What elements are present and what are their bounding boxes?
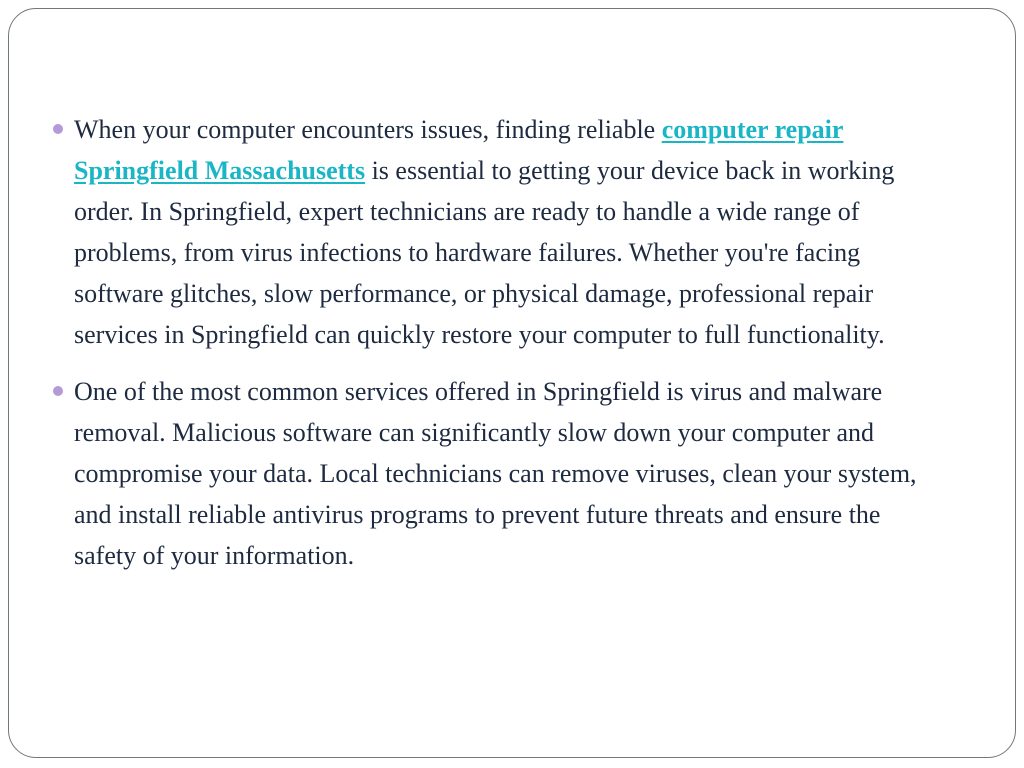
bullet-dot-icon <box>53 124 63 134</box>
slide-content <box>53 109 933 576</box>
bullet-item-1 <box>53 109 933 355</box>
bullet-dot-icon <box>53 386 63 396</box>
bullet-1-text-before-link: When your computer encounters issues, finding reliable <box>74 115 662 144</box>
computer-repair-link[interactable]: computer repair Springfield Massachusetts <box>74 115 844 185</box>
bullet-item-2 <box>53 371 933 576</box>
bullet-2-text: One of the most common services offered in Springfield is virus and malware removal. Malicious software can significantly slow down your computer and compromise your data. Local technicians can remove viruses, clean your system, and install reliable antivirus programs to prevent future threats and ensure the safety of your information. <box>74 377 917 570</box>
slide-frame <box>8 8 1016 758</box>
bullet-1-text-after-link: is essential to getting your device back in working order. In Springfield, expert technicians are ready to handle a wide range of problems, from virus infections to hardware failures. Whether you're facing software glitches, slow performance, or physical damage, professional repair services in Springfield can quickly restore your computer to full functionality. <box>74 156 895 349</box>
